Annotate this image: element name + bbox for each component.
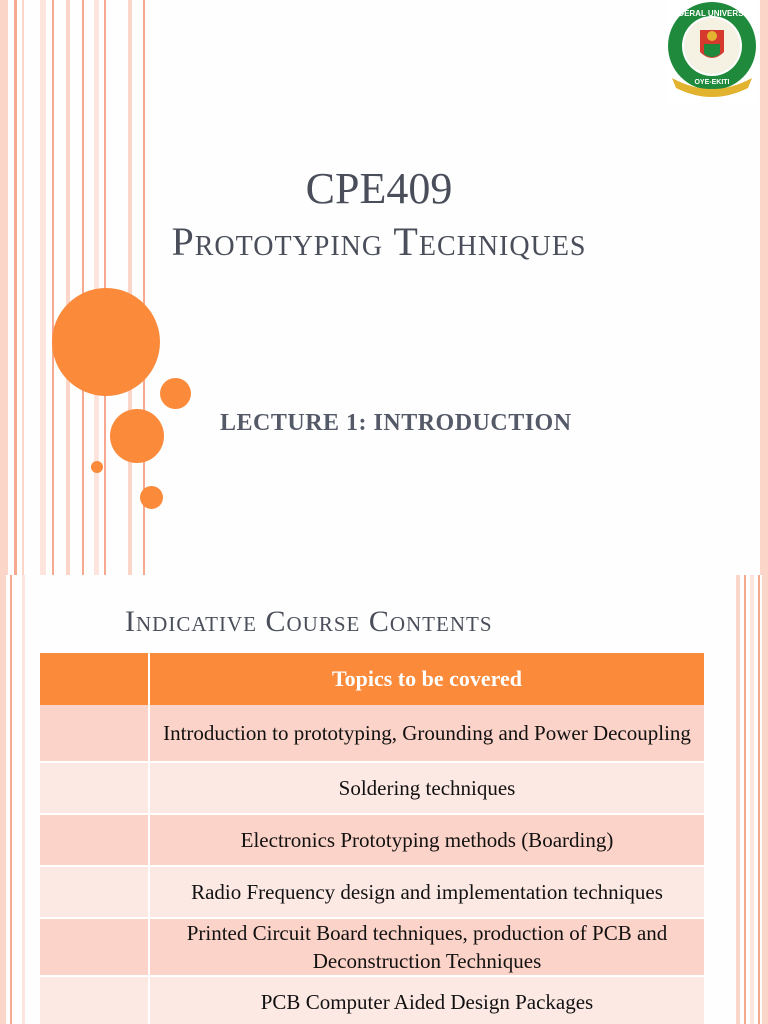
decor-stripe [750, 575, 754, 1024]
decor-stripe [82, 0, 84, 575]
table-cell [40, 762, 149, 814]
decor-stripe [744, 575, 746, 1024]
decor-stripe [10, 575, 12, 1024]
table-row [40, 762, 704, 814]
decor-stripe [762, 575, 768, 1024]
table-row [40, 866, 704, 918]
decor-stripe [736, 575, 740, 1024]
table-cell: Electronics Prototyping methods (Boarding) [149, 814, 704, 866]
slide-title: Indicative Course Contents [125, 605, 493, 638]
decor-stripe [66, 0, 70, 575]
decor-stripe [758, 575, 760, 1024]
decor-circle [160, 378, 191, 409]
decor-stripe [52, 0, 54, 575]
table-row [40, 976, 704, 1024]
decor-stripe [0, 575, 6, 1024]
decor-circle [110, 409, 164, 463]
table-cell: PCB Computer Aided Design Packages [149, 976, 704, 1024]
table-header-cell [40, 653, 149, 705]
university-seal-icon [666, 0, 758, 104]
decor-circle [140, 486, 163, 509]
table-cell [40, 866, 149, 918]
course-code: CPE409 [305, 164, 453, 213]
table-cell [40, 814, 149, 866]
decor-stripe [128, 0, 132, 575]
decor-circle-large [52, 288, 160, 396]
decor-stripe [14, 0, 17, 575]
table-row [40, 814, 704, 866]
svg-text:OYE-EKITI: OYE-EKITI [694, 79, 730, 86]
course-title: Prototyping Techniques [171, 219, 587, 264]
decor-stripe [22, 575, 25, 1024]
table-cell [40, 976, 149, 1024]
table-header-row [40, 653, 704, 705]
university-logo [666, 0, 758, 104]
table-cell: Soldering techniques [149, 762, 704, 814]
decor-stripe [40, 0, 46, 575]
lecture-subtitle: LECTURE 1: INTRODUCTION [220, 410, 572, 436]
decor-stripe [22, 0, 24, 575]
table-row [40, 705, 704, 762]
topics-table [40, 653, 704, 1024]
table-row [40, 918, 704, 976]
course-contents-slide [0, 575, 768, 1024]
decor-stripe [0, 0, 8, 575]
table-cell [40, 918, 149, 976]
table-cell: Radio Frequency design and implementation techniques [149, 866, 704, 918]
table-cell: Introduction to prototyping, Grounding and Power Decoupling [149, 705, 704, 762]
table-cell: Printed Circuit Board techniques, production of PCB and Deconstruction Techniques [149, 918, 704, 976]
svg-text:FEDERAL UNIVERSITY: FEDERAL UNIVERSITY [668, 9, 756, 18]
table-cell [40, 705, 149, 762]
table-header-cell: Topics to be covered [149, 653, 704, 705]
decor-stripe [760, 0, 768, 575]
decor-circle [91, 461, 103, 473]
